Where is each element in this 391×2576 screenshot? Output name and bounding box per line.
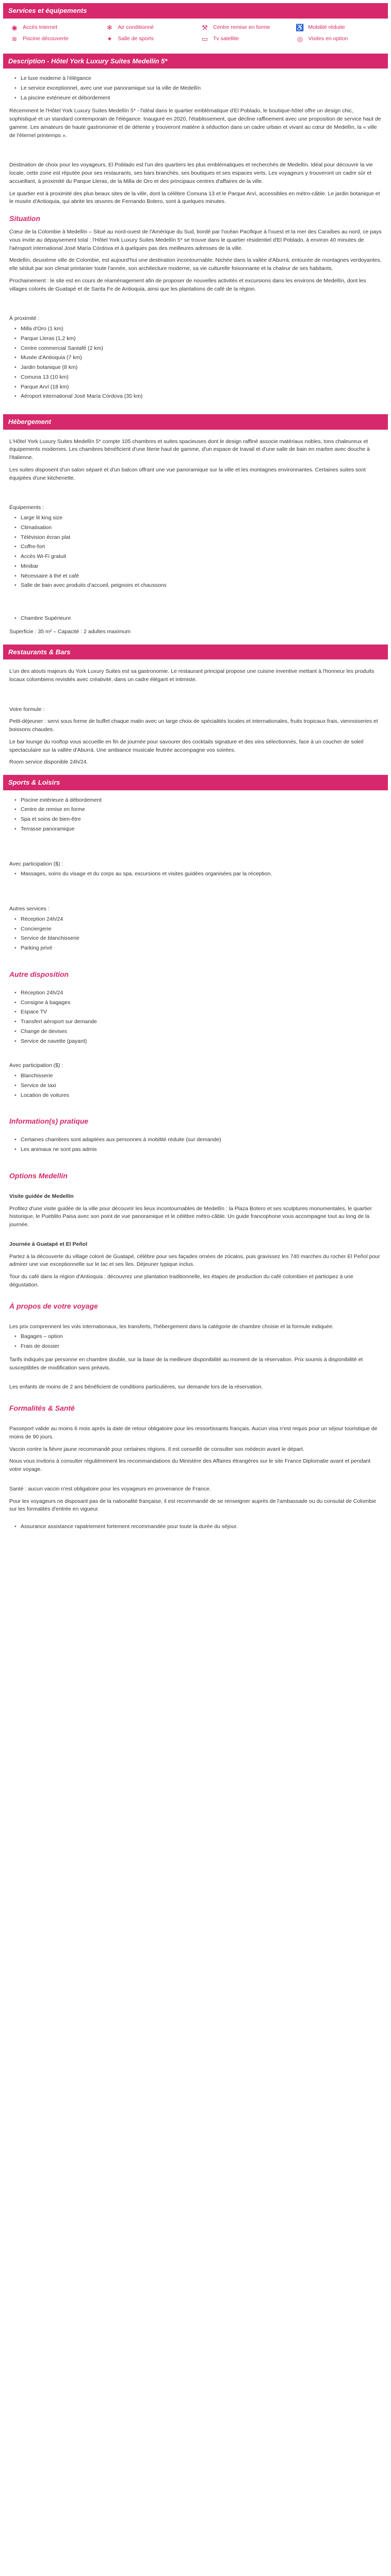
- list-item: • Comuna 13 (10 km): [14, 374, 382, 382]
- autres-section: [3, 983, 388, 1109]
- paragraph: Le bar lounge du rooftop vous accueille en fin de journée pour savourer des cocktails signature et des vins sélectionnés, face à un coucher de soleil spectaculaire sur la vallée d'Aburrá. Une ambiance musicale feutrée accompagne vos soirées.: [9, 738, 364, 753]
- info-section: [3, 1130, 388, 1163]
- list-item: • Bagages – option: [14, 1333, 382, 1341]
- paragraph: Cœur de la Colombie à Medellín – Situé au nord-ouest de l'Amérique du Sud, bordé par l'océan Pacifique à l'ouest et la mer des Caraïbes au nord, ce pays vous invite au dépaysement total : l'Hôtel York Luxury Suites Medellín 5* se trouve dans le quartier résidentiel d'El Poblado, à environ 40 minutes de l'aéroport international José María Córdova et à quelques pas des meilleures adresses de la ville.: [9, 229, 382, 251]
- label: Autres services :: [9, 906, 50, 912]
- list-item: • Parking privé: [14, 944, 382, 953]
- sports-section: [3, 790, 388, 962]
- formalites-section: [3, 1417, 388, 1540]
- list-item: • Piscine extérieure à débordement: [14, 796, 382, 805]
- description-header: Description - Hôtel York Luxury Suites Medellín 5*: [3, 54, 388, 69]
- paragraph: Destination de choix pour les voyageurs, El Poblado est l'un des quartiers les plus emblématiques et recherchés de Medellín. Idéal pour découvrir la vie locale, cette zone est réputée pour ses restaurants, ses bars branchés, ses boutiques et ses espaces verts. Les voyageurs y trouveront un cadre sûr et accueillant, à proximité du Parque Lleras, de la Milla de Oro et des principaux centres d'affaires de la ville.: [9, 162, 373, 184]
- sports-header: Sports & Loisirs: [3, 775, 388, 790]
- list-item: • Minibar: [14, 563, 382, 571]
- room-type-list: [14, 615, 382, 623]
- autres-title: Autre disposition: [9, 970, 69, 978]
- sports-list: [14, 796, 382, 834]
- snowflake-icon: ❄: [107, 23, 112, 31]
- tarifs-section: [3, 1315, 388, 1396]
- list-item: • Salle de bain avec produits d'accueil, peignoirs et chaussons: [14, 582, 382, 590]
- environs-list: [14, 325, 382, 401]
- option-title: Visite guidée de Medellín: [9, 1193, 74, 1199]
- list-item: • Certaines chambres sont adaptées aux personnes à mobilité réduite (sur demande): [14, 1136, 382, 1144]
- restaurants-header: Restaurants & Bars: [3, 645, 388, 660]
- list-item: • Spa et soins de bien-être: [14, 816, 382, 824]
- service-item: ❄ Air conditionné: [106, 24, 191, 32]
- services-list: [14, 916, 382, 953]
- tarifs-title: À propos de votre voyage: [9, 1301, 98, 1310]
- list-item: • Terrasse panoramique: [14, 825, 382, 834]
- paragraph: Passeport valide au moins 6 mois après la date de retour obligatoire pour les ressortissants français. Aucun visa n'est requis pour un séjour touristique de moins de 90 jours.: [9, 1426, 378, 1440]
- paragraph: Room service disponible 24h/24.: [9, 759, 88, 766]
- hebergement-section: [3, 430, 388, 640]
- list-item: • Centre de remise en forme: [14, 806, 382, 814]
- service-item: ♿ Mobilité réduite: [296, 23, 345, 31]
- service-item: ▭ Tv satellite: [201, 35, 239, 43]
- label: À proximité :: [9, 315, 40, 322]
- paragraph: Tour du café dans la région d'Antioquia : découvrez une plantation traditionnelle, les étapes de production du café colombien et participez à une dégustation.: [9, 1274, 353, 1288]
- list-item: • Service de navette (payant): [14, 1038, 382, 1046]
- list-item: • Conciergerie: [14, 925, 382, 934]
- service-item: ◉ Accès Internet: [10, 24, 95, 32]
- list-item: • Espace TV: [14, 1008, 382, 1016]
- paragraph: Les prix comprennent les vols internationaux, les transferts, l'hébergement dans la catégorie de chambre choisie et la formule indiquée.: [9, 1323, 334, 1330]
- paragraph: Récemment le l'Hôtel York Luxury Suites Medellín 5* - l'idéal dans le quartier emblématique d'El Poblado, le boutique-hôtel offre un design chic, sophistiqué et un standard contemporain de l'élégance. Inauguré en 2020, l'établissement, que décline raffinement avec une proposition de service haut de gamme. Les amateurs de haute gastronomie et de détente y trouveront matière à séduction dans un cadre urbain et vivant au cœur de Medellín, la « ville de l'éternel printemps ».: [9, 108, 381, 139]
- wifi-icon: ◉: [11, 23, 18, 31]
- highlights-list: [14, 75, 382, 102]
- paragraph: Vaccin contre la fièvre jaune recommandé pour certaines régions. Il est conseillé de consulter son médecin avant le départ.: [9, 1446, 304, 1452]
- paragraph: Tarifs indiqués par personne en chambre double, sur la base de la meilleure disponibilité au moment de la réservation. Prix soumis à disponibilité et susceptibles de modification sans préavis.: [9, 1356, 363, 1371]
- room-type: • Chambre Supérieure: [14, 615, 382, 623]
- list-item: • Service de taxi: [14, 1082, 382, 1090]
- list-item: • Jardin botanique (8 km): [14, 364, 382, 372]
- list-item: • Parque Lleras (1,2 km): [14, 335, 382, 343]
- service-item: ⚒ Centre remise en forme: [201, 24, 286, 32]
- option-title: Journée à Guatapé et El Peñol: [9, 1241, 88, 1247]
- list-item: • Coffre-fort: [14, 543, 382, 551]
- list-item: • Large lit king size: [14, 514, 382, 522]
- paragraph: Le quartier est à proximité des plus beaux sites de la ville, dont la célèbre Comuna 13 et le Parque Arví, accessibles en métro-câble. Le jardin botanique et le musée d'Antioquia, qui abrite les œuvres de Fernando Botero, sont à quelques minutes.: [9, 190, 380, 205]
- tarifs-list: [14, 1333, 382, 1351]
- label: Avec participation ($) :: [9, 1062, 63, 1069]
- autres-list: [14, 989, 382, 1046]
- list-item: • La piscine extérieure et débordement: [14, 94, 382, 103]
- tv-icon: ▭: [201, 35, 208, 43]
- list-item: • Musée d'Antioquia (7 km): [14, 354, 382, 362]
- info-list: [14, 1136, 382, 1154]
- info-title: Information(s) pratique: [9, 1117, 89, 1126]
- list-item: • Nécessaire à thé et café: [14, 572, 382, 581]
- paragraph: Petit-déjeuner : servi sous forme de buffet chaque matin avec un large choix de spécialités locales et internationales, fruits tropicaux frais, viennoiseries et boissons chaudes.: [9, 718, 378, 733]
- list-item: • Réception 24h/24: [14, 916, 382, 924]
- service-item: ◎ Visites en option: [296, 35, 381, 43]
- list-item: • Parque Arví (18 km): [14, 383, 382, 392]
- paragraph: Medellín, deuxième ville de Colombie, est aujourd'hui une destination incontournable. Nichée dans la vallée d'Aburrá, entourée de montagnes verdoyantes, elle séduit par son climat printanier toute l'année, son architecture moderne, sa vie culturelle foisonnante et la chaleur de ses habitants.: [9, 257, 382, 272]
- subsection-title: Situation: [9, 214, 40, 223]
- list-item: • Consigne à bagages: [14, 999, 382, 1007]
- paid-activities-list: [14, 870, 382, 878]
- list-item: • Aéroport international José María Córdova (35 km): [14, 393, 382, 401]
- options-title: Options Medellín: [9, 1171, 68, 1180]
- paragraph: Profitez d'une visite guidée de la ville pour découvrir les lieux incontournables de Medellín : la Plaza Botero et ses sculptures monumentales, le quartier historique, le Pueblito Paisa avec son point de vue panoramique et le célèbre métro-câble. Un guide francophone vous accompagne tout au long de la journée.: [9, 1205, 372, 1228]
- service-item: ✦ Salle de sports: [106, 35, 191, 43]
- list-item: • Assurance assistance rapatriement fortement recommandée pour toute la durée du séjour.: [14, 1523, 382, 1531]
- service-item: ≋ Piscine découverte: [10, 35, 95, 43]
- paragraph: Les enfants de moins de 2 ans bénéficient de conditions particulières, sur demande lors de la réservation.: [9, 1384, 263, 1391]
- paragraph: Les suites disposent d'un salon séparé et d'un balcon offrant une vue panoramique sur la ville et les montagnes environnantes. Certaines suites sont équipées d'une kitchenette.: [9, 466, 366, 481]
- list-item: • Location de voitures: [14, 1092, 382, 1100]
- list-item: • Transfert aéroport sur demande: [14, 1018, 382, 1026]
- paragraph: L'un des atouts majeurs du York Luxury Suites est sa gastronomie. Le restaurant principal propose une cuisine inventive mettant à l'honneur les produits locaux colombiens revisités avec créativité, dans un cadre élégant et intimiste.: [9, 668, 374, 683]
- hebergement-header: Hébergement: [3, 414, 388, 430]
- list-item: • Le luxe moderne à l'élégance: [14, 75, 382, 83]
- binoculars-icon: ◎: [297, 35, 303, 43]
- pool-icon: ≋: [11, 35, 18, 43]
- services-header: Services et équipements: [3, 3, 388, 19]
- list-item: • Massages, soins du visage et du corps au spa, excursions et visites guidées organisées par la réception.: [14, 870, 382, 878]
- dumbbell-icon: ⚒: [202, 23, 208, 31]
- label: Équipements :: [9, 504, 44, 511]
- restaurants-section: [3, 659, 388, 771]
- options-section: [3, 1184, 388, 1294]
- list-item: • Change de devises: [14, 1028, 382, 1036]
- room-info: Superficie : 35 m² – Capacité : 2 adultes maximum: [9, 628, 131, 635]
- list-item: • Les animaux ne sont pas admis: [14, 1146, 382, 1154]
- wheelchair-icon: ♿: [296, 23, 304, 31]
- paragraph: Prochainement : le site est en cours de réaménagement afin de proposer de nouvelles activités et excursions dans les environs de Medellín, dont les villages colorés de Guatapé et de Santa Fe de Antioquia, ainsi que les plantations de café de la région.: [9, 277, 366, 292]
- list-item: • Service de blanchisserie: [14, 935, 382, 943]
- formalites-list: [14, 1523, 382, 1531]
- formalites-title: Formalités & Santé: [9, 1404, 75, 1412]
- list-item: • Frais de dossier: [14, 1343, 382, 1351]
- list-item: • Le service exceptionnel, avec une vue panoramique sur la ville de Medellín: [14, 84, 382, 93]
- paragraph: Santé : aucun vaccin n'est obligatoire pour les voyageurs en provenance de France.: [9, 1485, 211, 1492]
- paragraph: Pour les voyageurs ne disposant pas de la nationalité française, il est recommandé de se renseigner auprès de l'ambassade ou du consulat de Colombie sur les formalités d'entrée en vigueur.: [9, 1498, 377, 1513]
- list-item: • Télévision écran plat: [14, 534, 382, 542]
- list-item: • Milla d'Oro (1 km): [14, 325, 382, 333]
- paragraph: Partez à la découverte du village coloré de Guatapé, célèbre pour ses façades ornées de zócalos, puis gravissez les 740 marches du rocher El Peñol pour admirer une vue exceptionnelle sur le lac et ses îles. Déjeuner typique inclus.: [9, 1253, 380, 1268]
- description-section: [3, 69, 388, 410]
- label: Votre formule :: [9, 706, 45, 713]
- gym-icon: ✦: [107, 35, 112, 43]
- services-grid: [3, 19, 388, 49]
- autres-paid-list: [14, 1072, 382, 1099]
- equipment-list: [14, 514, 382, 590]
- list-item: • Blanchisserie: [14, 1072, 382, 1080]
- list-item: • Accès Wi-Fi gratuit: [14, 553, 382, 561]
- list-item: • Centre commercial Santafé (2 km): [14, 345, 382, 353]
- paragraph: L'Hôtel York Luxury Suites Medellín 5* compte 105 chambres et suites spacieuses dont le design raffiné associe matériaux nobles, tons chaleureux et équipements modernes. Les chambres bénéficient d'une literie haut de gamme, d'un espace de travail et d'une salle de bain en marbre avec douche à l'italienne.: [9, 438, 370, 461]
- list-item: • Climatisation: [14, 524, 382, 532]
- label: Avec participation ($) :: [9, 860, 63, 867]
- paragraph: Nous vous invitons à consulter régulièrement les recommandations du Ministère des Affaires étrangères sur le site France Diplomatie avant et pendant votre voyage.: [9, 1458, 371, 1472]
- list-item: • Réception 24h/24: [14, 989, 382, 997]
